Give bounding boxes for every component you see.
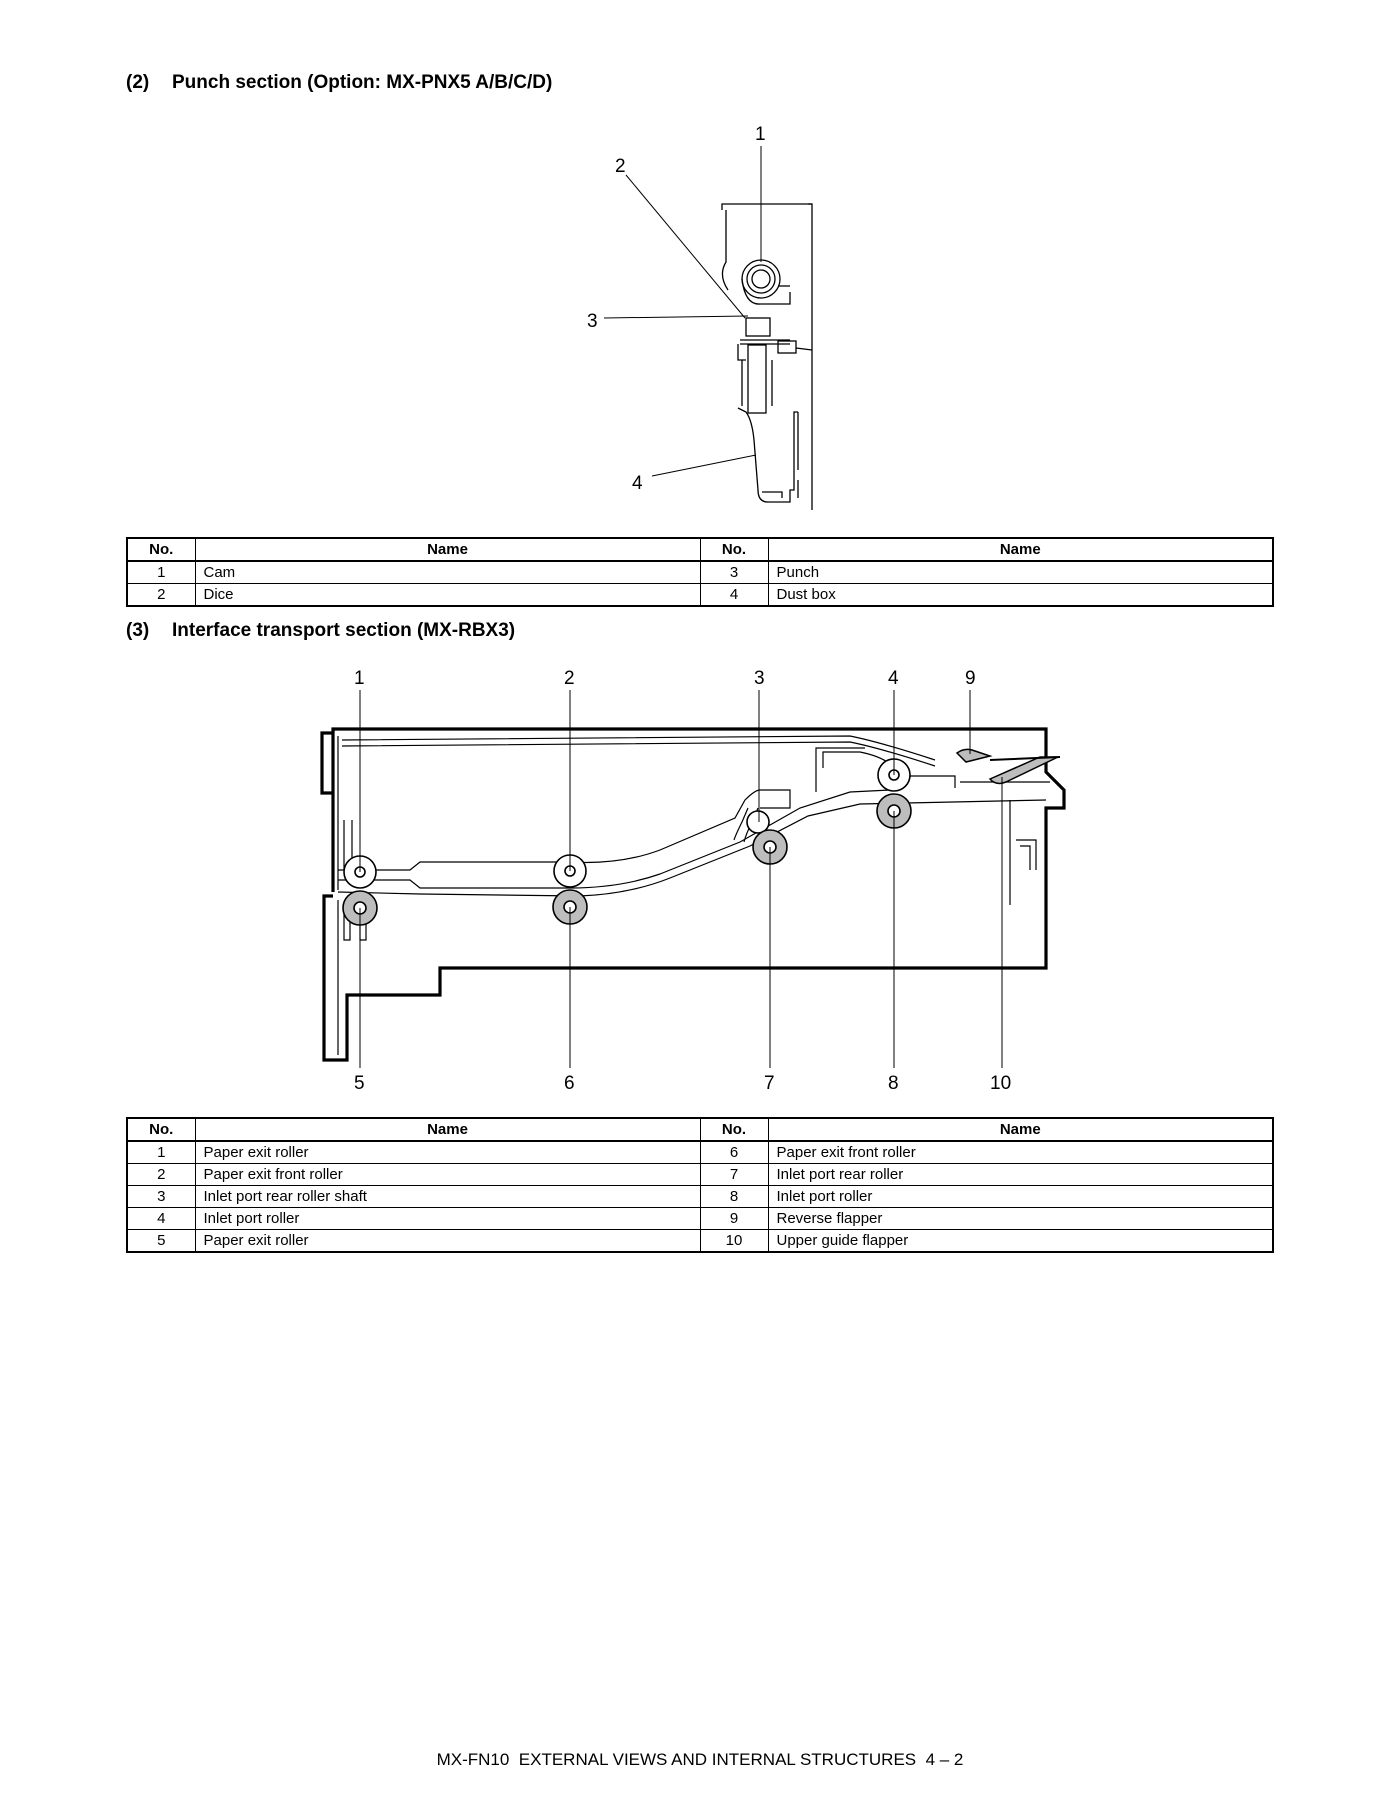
part-name: Inlet port rear roller shaft [195,1186,700,1208]
part-name: Paper exit roller [195,1230,700,1253]
part-name: Cam [195,561,700,584]
transport-callout-6: 6 [564,1073,575,1094]
table-row [127,561,1273,584]
column-header-no: No. [127,1118,195,1141]
punch-section-diagram [560,110,840,520]
transport-callout-9: 9 [965,668,976,689]
part-name: Dust box [768,584,1273,607]
column-header-name: Name [768,1118,1273,1141]
part-number: 5 [127,1230,195,1253]
column-header-name: Name [195,538,700,561]
table-header-row [127,538,1273,561]
column-header-no: No. [127,538,195,561]
part-number: 3 [700,561,768,584]
page-footer: MX-FN10 EXTERNAL VIEWS AND INTERNAL STRUCTURES 4 – 2 [436,1750,964,1769]
part-number: 1 [127,1141,195,1164]
part-name: Dice [195,584,700,607]
part-number: 8 [700,1186,768,1208]
part-number: 3 [127,1186,195,1208]
part-name: Reverse flapper [768,1208,1273,1230]
part-number: 6 [700,1141,768,1164]
part-name: Inlet port rear roller [768,1164,1273,1186]
part-name: Inlet port roller [195,1208,700,1230]
column-header-name: Name [195,1118,700,1141]
part-name: Upper guide flapper [768,1230,1273,1253]
transport-callout-7: 7 [764,1073,775,1094]
part-name: Punch [768,561,1273,584]
punch-callout-3: 3 [587,311,598,332]
table-row [127,1208,1273,1230]
transport-callout-5: 5 [354,1073,365,1094]
table-row [127,1141,1273,1164]
transport-callout-2: 2 [564,668,575,689]
part-number: 4 [127,1208,195,1230]
column-header-no: No. [700,1118,768,1141]
section-3-title: Interface transport section (MX-RBX3) [172,620,516,641]
part-number: 2 [127,584,195,607]
table-row [127,584,1273,607]
punch-callout-1: 1 [755,124,766,145]
punch-parts-table [126,537,1274,607]
part-name: Inlet port roller [768,1186,1273,1208]
part-number: 7 [700,1164,768,1186]
punch-callout-2: 2 [615,156,626,177]
transport-callout-8: 8 [888,1073,899,1094]
table-header-row [127,1118,1273,1141]
transport-callout-1: 1 [354,668,365,689]
part-number: 2 [127,1164,195,1186]
transport-callout-4: 4 [888,668,899,689]
transport-parts-table [126,1117,1274,1253]
table-row [127,1164,1273,1186]
column-header-name: Name [768,538,1273,561]
section-3-heading [126,620,515,642]
section-2-title: Punch section (Option: MX-PNX5 A/B/C/D) [172,72,553,93]
transport-callout-3: 3 [754,668,765,689]
part-name: Paper exit front roller [195,1164,700,1186]
section-2-number: (2) [126,72,150,93]
section-2-heading [126,72,552,94]
part-number: 4 [700,584,768,607]
table-row [127,1186,1273,1208]
part-name: Paper exit roller [195,1141,700,1164]
transport-callout-10: 10 [990,1073,1012,1094]
part-number: 10 [700,1230,768,1253]
punch-callout-4: 4 [632,473,643,494]
column-header-no: No. [700,538,768,561]
table-row [127,1230,1273,1253]
interface-transport-diagram [300,660,1100,1100]
part-number: 1 [127,561,195,584]
part-number: 9 [700,1208,768,1230]
part-name: Paper exit front roller [768,1141,1273,1164]
section-3-number: (3) [126,620,150,641]
